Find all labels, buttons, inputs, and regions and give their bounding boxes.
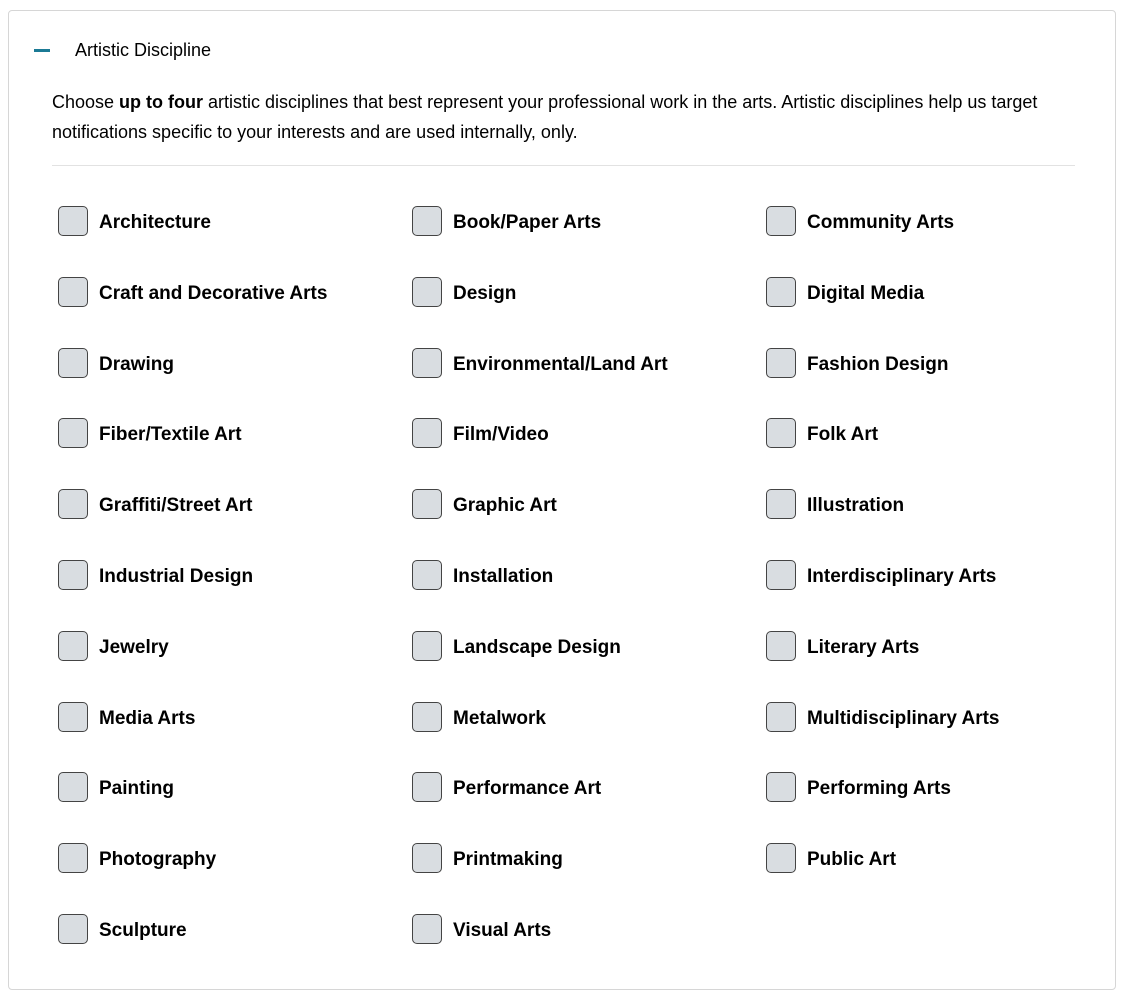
discipline-checkbox-item[interactable] — [58, 843, 412, 914]
checkbox-label[interactable]: Sculpture — [99, 919, 187, 941]
discipline-checkbox-item[interactable] — [766, 418, 1120, 489]
checkbox-label[interactable]: Environmental/Land Art — [453, 353, 668, 375]
checkbox-label[interactable]: Book/Paper Arts — [453, 212, 602, 233]
discipline-checkbox-item[interactable] — [58, 631, 412, 702]
checkbox-label[interactable]: Craft and Decorative Arts — [99, 282, 328, 304]
discipline-checkbox-item[interactable] — [58, 702, 412, 773]
discipline-checkbox-item[interactable] — [412, 702, 766, 773]
discipline-checkbox-item[interactable] — [412, 560, 766, 631]
discipline-checkbox-item[interactable] — [766, 843, 1120, 914]
discipline-checkbox-item[interactable] — [58, 348, 412, 419]
checkbox-label[interactable]: Jewelry — [99, 636, 169, 658]
discipline-checkbox-item[interactable] — [412, 489, 766, 560]
discipline-checkbox-item[interactable] — [58, 418, 412, 489]
checkbox-label[interactable]: Literary Arts — [807, 636, 920, 658]
checkbox-label[interactable]: Fiber/Textile Art — [99, 424, 242, 446]
checkbox[interactable] — [58, 206, 88, 236]
checkbox-label[interactable]: Visual Arts — [453, 919, 552, 941]
discipline-checkbox-item[interactable] — [766, 206, 1120, 277]
checkbox-label[interactable]: Public Art — [807, 849, 897, 871]
checkbox[interactable] — [58, 914, 88, 944]
checkbox[interactable] — [412, 277, 442, 307]
checkbox-label[interactable]: Community Arts — [807, 212, 955, 233]
discipline-checkbox-item[interactable] — [58, 560, 412, 631]
checkbox[interactable] — [412, 702, 442, 732]
checkbox[interactable] — [766, 348, 796, 378]
checkbox[interactable] — [58, 843, 88, 873]
discipline-checkbox-grid — [58, 206, 1120, 985]
checkbox[interactable] — [412, 206, 442, 236]
discipline-checkbox-item[interactable] — [58, 277, 412, 348]
checkbox-label[interactable]: Performance Art — [453, 778, 602, 800]
checkbox-label[interactable]: Installation — [453, 565, 554, 587]
discipline-checkbox-item[interactable] — [58, 489, 412, 560]
description-emphasis: up to four — [119, 92, 204, 112]
checkbox-label[interactable]: Multidisciplinary Arts — [807, 707, 1000, 729]
checkbox-label[interactable]: Folk Art — [807, 424, 879, 446]
checkbox-label[interactable]: Fashion Design — [807, 353, 949, 375]
checkbox-label[interactable]: Photography — [99, 849, 217, 871]
discipline-checkbox-item[interactable] — [766, 489, 1120, 560]
discipline-checkbox-item[interactable] — [412, 631, 766, 702]
checkbox-label[interactable]: Media Arts — [99, 707, 196, 729]
checkbox-label[interactable]: Industrial Design — [99, 565, 254, 587]
checkbox-label[interactable]: Drawing — [99, 353, 174, 375]
description-text: Choose — [52, 92, 120, 112]
discipline-checkbox-item[interactable] — [412, 418, 766, 489]
checkbox[interactable] — [766, 631, 796, 661]
discipline-checkbox-item[interactable] — [412, 348, 766, 419]
checkbox[interactable] — [766, 489, 796, 519]
checkbox[interactable] — [412, 631, 442, 661]
checkbox[interactable] — [58, 772, 88, 802]
checkbox[interactable] — [412, 772, 442, 802]
discipline-checkbox-item[interactable] — [766, 702, 1120, 773]
checkbox[interactable] — [58, 560, 88, 590]
discipline-checkbox-item[interactable] — [412, 772, 766, 843]
checkbox[interactable] — [766, 206, 796, 236]
discipline-checkbox-item[interactable] — [412, 914, 766, 985]
checkbox[interactable] — [58, 418, 88, 448]
discipline-checkbox-item[interactable] — [412, 843, 766, 914]
checkbox[interactable] — [412, 348, 442, 378]
checkbox-label[interactable]: Painting — [99, 778, 174, 800]
checkbox-label[interactable]: Design — [453, 282, 517, 304]
discipline-checkbox-item[interactable] — [412, 277, 766, 348]
checkbox[interactable] — [766, 277, 796, 307]
discipline-checkbox-item[interactable] — [766, 348, 1120, 419]
checkbox[interactable] — [412, 843, 442, 873]
checkbox-label[interactable]: Landscape Design — [453, 636, 621, 658]
discipline-checkbox-item[interactable] — [766, 560, 1120, 631]
discipline-checkbox-item[interactable] — [766, 277, 1120, 348]
checkbox[interactable] — [58, 489, 88, 519]
checkbox[interactable] — [58, 631, 88, 661]
checkbox[interactable] — [58, 277, 88, 307]
checkbox[interactable] — [412, 914, 442, 944]
artistic-discipline-panel — [8, 10, 1116, 990]
checkbox[interactable] — [58, 348, 88, 378]
checkbox[interactable] — [766, 843, 796, 873]
discipline-checkbox-item[interactable] — [58, 914, 412, 985]
discipline-checkbox-item[interactable] — [766, 631, 1120, 702]
description-text: artistic disciplines that best represent your professional work in the arts. Artistic disciplines help us target notifications specific to your interests and are used internally, only. — [52, 92, 1038, 142]
checkbox[interactable] — [766, 772, 796, 802]
checkbox-label[interactable]: Film/Video — [453, 424, 549, 446]
discipline-checkbox-item[interactable] — [766, 772, 1120, 843]
discipline-checkbox-item[interactable] — [412, 206, 766, 277]
checkbox[interactable] — [412, 560, 442, 590]
checkbox-label[interactable]: Graffiti/Street Art — [99, 495, 253, 517]
checkbox[interactable] — [412, 418, 442, 448]
checkbox-label[interactable]: Digital Media — [807, 282, 925, 304]
checkbox-label[interactable]: Metalwork — [453, 707, 546, 729]
collapse-minus-icon[interactable] — [34, 49, 50, 52]
checkbox[interactable] — [766, 702, 796, 732]
checkbox[interactable] — [412, 489, 442, 519]
checkbox-label[interactable]: Illustration — [807, 495, 905, 517]
checkbox-label[interactable]: Graphic Art — [453, 495, 557, 517]
checkbox-label[interactable]: Performing Arts — [807, 778, 951, 800]
checkbox-label[interactable]: Architecture — [99, 212, 211, 233]
checkbox[interactable] — [766, 560, 796, 590]
section-description — [52, 87, 1082, 147]
section-title: Artistic Discipline — [75, 40, 212, 60]
checkbox[interactable] — [58, 702, 88, 732]
checkbox-label[interactable]: Printmaking — [453, 849, 563, 871]
discipline-checkbox-item[interactable] — [58, 772, 412, 843]
checkbox[interactable] — [766, 418, 796, 448]
discipline-checkbox-item[interactable] — [58, 206, 412, 277]
divider — [52, 165, 1075, 166]
checkbox-label[interactable]: Interdisciplinary Arts — [807, 565, 997, 587]
